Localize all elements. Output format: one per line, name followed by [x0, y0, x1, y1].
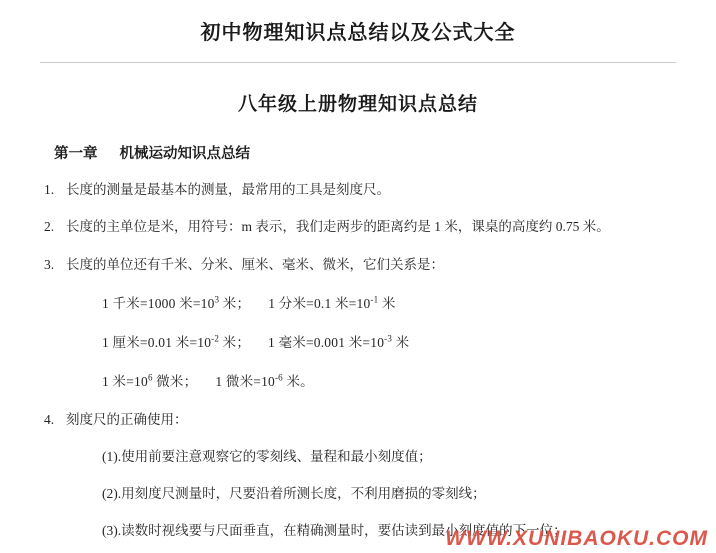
list-item-text: 长度的单位还有千米、分米、厘米、毫米、微米，它们关系是： — [66, 256, 444, 272]
formula-left-exponent: 6 — [147, 372, 153, 383]
list-item — [40, 410, 676, 430]
sub-item: (3).读数时视线要与尺面垂直，在精确测量时，要估读到最小刻度值的下一位； — [102, 523, 567, 539]
section-title: 八年级上册物理知识点总结 — [237, 94, 478, 115]
list-item-number: 3. — [44, 256, 55, 272]
formula-line — [102, 333, 676, 353]
knowledge-point-list-continued — [40, 410, 676, 430]
formula-line — [102, 294, 676, 314]
formula-left-base: 1 厘米=0.01 米=10 — [102, 335, 212, 350]
formula-left-base: 1 米=10 — [102, 374, 148, 390]
sub-item: (1).使用前要注意观察它的零刻线、量程和最小刻度值； — [102, 448, 432, 464]
chapter-heading — [54, 142, 676, 163]
list-item-text: 刻度尺的正确使用： — [66, 411, 188, 427]
formula-right-tail: 米 — [392, 335, 410, 350]
list-item-text: 长度的测量是最基本的测量，最常用的工具是刻度尺。 — [66, 182, 390, 197]
list-item — [40, 180, 676, 200]
chapter-name: 机械运动知识点总结 — [119, 146, 250, 162]
page-title: 初中物理知识点总结以及公式大全 — [200, 22, 516, 44]
list-item-number: 2. — [44, 219, 55, 235]
formula-left-tail: 米； — [219, 295, 251, 311]
list-item-number: 1. — [44, 182, 55, 197]
list-item — [40, 217, 676, 237]
formula-line — [102, 372, 676, 392]
formula-left-exponent: -2 — [211, 333, 220, 344]
sub-item: (2).用刻度尺测量时，尺要沿着所测长度，不利用磨损的零刻线； — [102, 486, 486, 501]
list-item — [40, 255, 676, 275]
formula-right-base: 1 微米=10 — [215, 374, 275, 390]
chapter-label: 第一章 — [54, 146, 98, 162]
watermark: WWW.XUNIBAOKU.COM — [445, 527, 708, 550]
knowledge-point-list — [40, 180, 676, 275]
title-divider — [40, 62, 676, 63]
list-item-text: 长度的主单位是米，用符号：m 表示，我们走两步的距离约是 1 米，课桌的高度约 0.75 米。 — [66, 219, 610, 235]
formula-right-exponent: -1 — [370, 294, 379, 305]
formula-left-tail: 米； — [219, 335, 251, 350]
list-item-number: 4. — [44, 411, 55, 427]
formula-left-tail: 微米； — [152, 374, 198, 390]
formula-right-tail: 米 — [378, 295, 396, 311]
formula-left-base: 1 千米=1000 米=10 — [102, 295, 215, 311]
formula-right-tail: 米。 — [282, 374, 314, 390]
formula-right-exponent: -6 — [274, 372, 283, 383]
formula-left-exponent: 3 — [214, 294, 220, 305]
formula-right-exponent: -3 — [384, 333, 393, 344]
formula-right-base: 1 毫米=0.001 米=10 — [268, 335, 385, 350]
formula-right-base: 1 分米=0.1 米=10 — [268, 295, 371, 311]
